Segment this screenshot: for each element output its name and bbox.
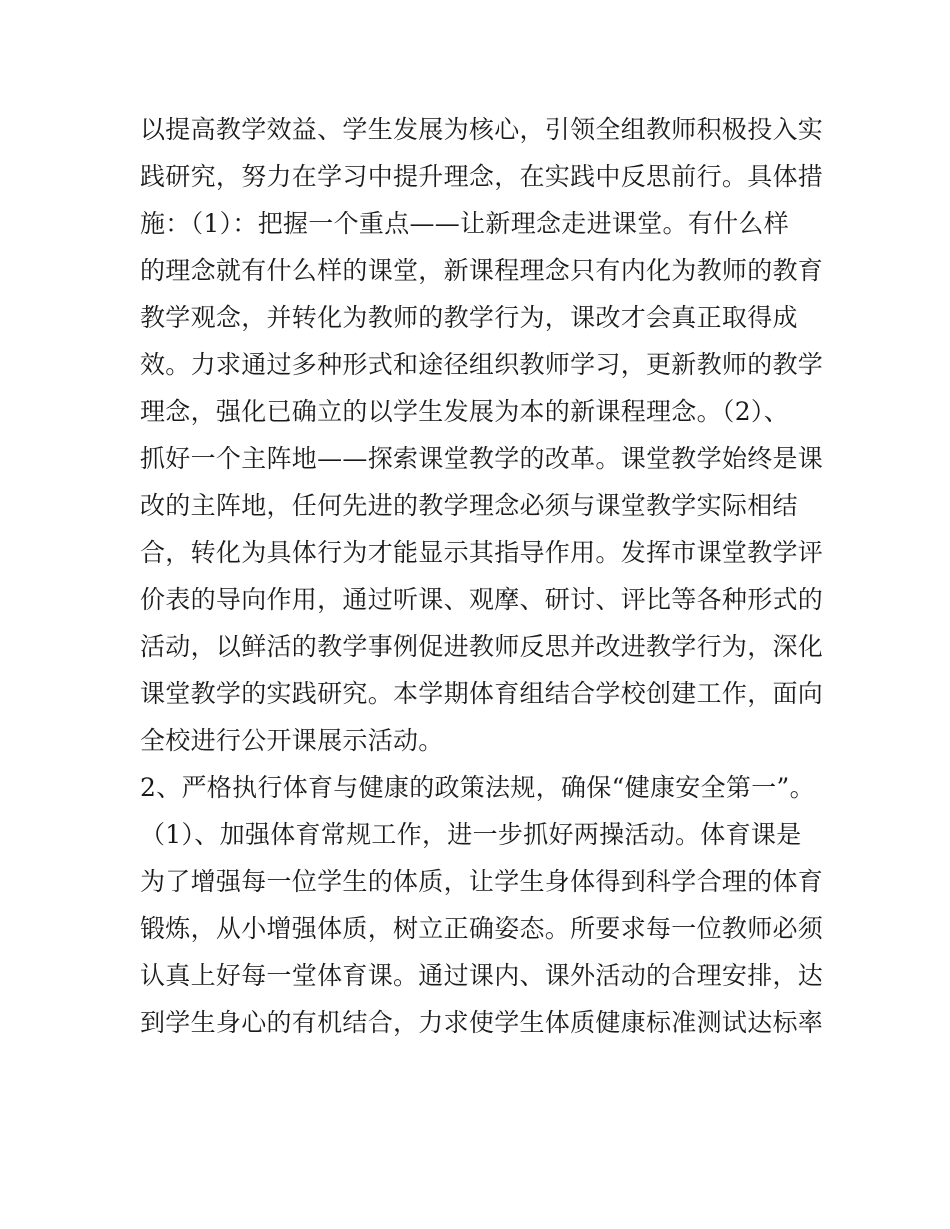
text-line: 课堂教学的实践研究。本学期体育组结合学校创建工作，面向 — [140, 679, 824, 708]
text-line: 施：（1）：把握一个重点——让新理念走进课堂。有什么样 — [140, 209, 790, 238]
text-line: （1）、加强体育常规工作，进一步抓好两操活动。体育课是 — [140, 820, 802, 849]
text-line: 抓好一个主阵地——探索课堂教学的改革。课堂教学始终是课 — [140, 444, 824, 473]
text-line: 合，转化为具体行为才能显示其指导作用。发挥市课堂教学评 — [140, 538, 824, 567]
text-line: 改的主阵地，任何先进的教学理念必须与课堂教学实际相结 — [140, 491, 798, 520]
text-line: 全校进行公开课展示活动。 — [140, 726, 444, 755]
text-line: 以提高教学效益、学生发展为核心，引领全组教师积极投入实 — [140, 115, 824, 144]
text-line: 的理念就有什么样的课堂，新课程理念只有内化为教师的教育 — [140, 256, 824, 285]
text-line: 践研究，努力在学习中提升理念，在实践中反思前行。具体措 — [140, 162, 824, 191]
text-line: 效。力求通过多种形式和途径组织教师学习，更新教师的教学 — [140, 350, 824, 379]
text-line: 为了增强每一位学生的体质，让学生身体得到科学合理的体育 — [140, 867, 824, 896]
section-heading: 2、严格执行体育与健康的政策法规，确保“健康安全第一”。 — [140, 773, 815, 802]
text-line: 理念，强化已确立的以学生发展为本的新课程理念。（2）、 — [140, 397, 790, 426]
text-line: 认真上好每一堂体育课。通过课内、课外活动的合理安排，达 — [140, 961, 824, 990]
text-line: 锻炼，从小增强体质，树立正确姿态。所要求每一位教师必须 — [140, 914, 824, 943]
text-line: 价表的导向作用，通过听课、观摩、研讨、评比等各种形式的 — [140, 585, 824, 614]
text-line: 活动，以鲜活的教学事例促进教师反思并改进教学行为，深化 — [140, 632, 824, 661]
text-line: 教学观念，并转化为教师的教学行为，课改才会真正取得成 — [140, 303, 798, 332]
text-line: 到学生身心的有机结合，力求使学生体质健康标准测试达标率 — [140, 1008, 824, 1037]
